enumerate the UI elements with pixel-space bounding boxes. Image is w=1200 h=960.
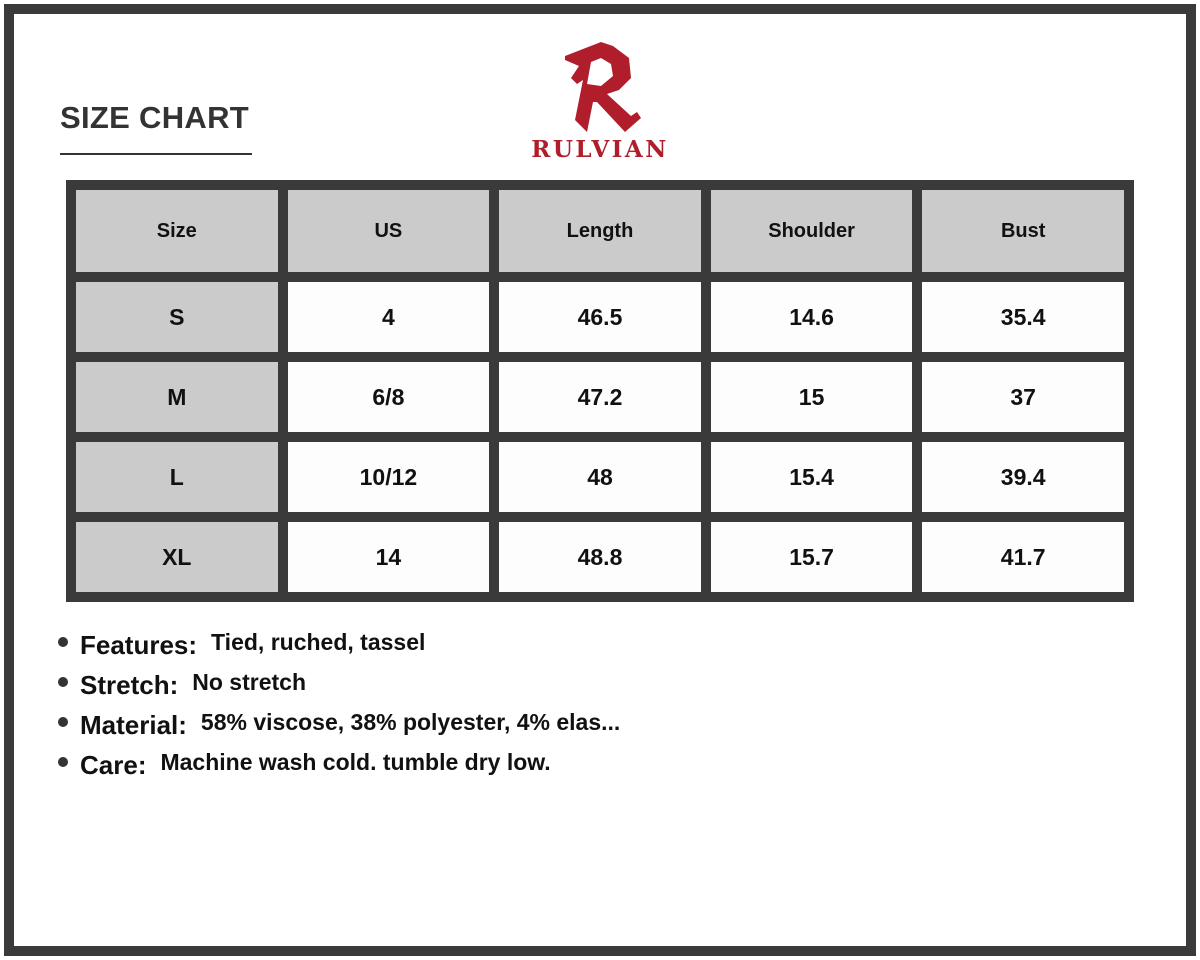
list-item [58,665,620,705]
bullet-icon [58,757,68,767]
feature-label: Stretch: [80,669,179,700]
bust-cell: 37 [922,362,1124,432]
brand-logo [515,40,685,170]
shoulder-cell: 15.7 [711,522,913,592]
list-item [58,745,620,785]
bullet-icon [58,717,68,727]
bust-cell: 41.7 [922,522,1124,592]
list-item [58,625,620,665]
table-row [76,442,1124,512]
us-cell: 14 [288,522,490,592]
us-cell: 10/12 [288,442,490,512]
header-cell-us: US [288,190,490,272]
length-cell: 48.8 [499,522,701,592]
shoulder-cell: 14.6 [711,282,913,352]
bullet-icon [58,677,68,687]
table-row [76,282,1124,352]
table-row [76,362,1124,432]
list-item [58,705,620,745]
table-header-row [76,190,1124,272]
feature-value: Tied, ruched, tassel [211,628,426,655]
length-cell: 47.2 [499,362,701,432]
brand-r-mark-icon [557,40,643,135]
header-cell-length: Length [499,190,701,272]
product-details-list [58,625,620,785]
shoulder-cell: 15.4 [711,442,913,512]
feature-value: 58% viscose, 38% polyester, 4% elas... [200,708,621,735]
header-cell-shoulder: Shoulder [711,190,913,272]
size-cell: S [76,282,278,352]
feature-value: No stretch [192,668,306,695]
feature-label: Care: [80,749,147,780]
title-underline [60,153,252,155]
table-row [76,522,1124,592]
bust-cell: 35.4 [922,282,1124,352]
feature-label: Material: [80,709,187,740]
size-cell: L [76,442,278,512]
header-cell-bust: Bust [922,190,1124,272]
us-cell: 4 [288,282,490,352]
length-cell: 48 [499,442,701,512]
length-cell: 46.5 [499,282,701,352]
shoulder-cell: 15 [711,362,913,432]
size-cell: M [76,362,278,432]
us-cell: 6/8 [288,362,490,432]
size-cell: XL [76,522,278,592]
size-table [66,180,1134,602]
brand-name: RULVIAN [531,136,669,163]
header-cell-size: Size [76,190,278,272]
bullet-icon [58,637,68,647]
feature-label: Features: [80,629,198,660]
bust-cell: 39.4 [922,442,1124,512]
feature-value: Machine wash cold. tumble dry low. [160,748,551,775]
page-title: SIZE CHART [60,100,249,135]
